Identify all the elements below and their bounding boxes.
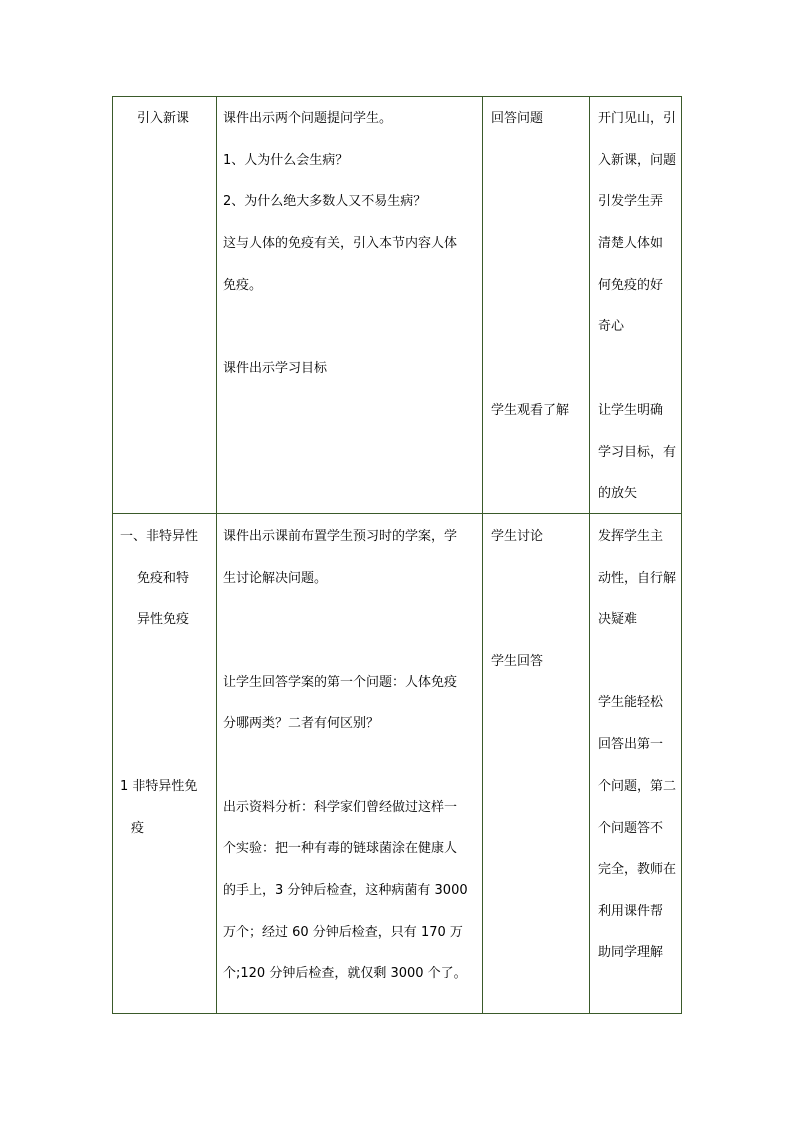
design-intent-line: 奇心 xyxy=(598,319,625,334)
teacher-activity-line: 课件出示学习目标 xyxy=(223,361,328,376)
teacher-activity-line: 2、为什么绝大多数人又不易生病？ xyxy=(223,194,427,209)
design-intent-line: 入新课，问题 xyxy=(598,153,677,168)
design-intent-line: 助同学理解 xyxy=(598,945,664,960)
stage-label: 1 非特异性免 xyxy=(120,779,198,794)
teacher-activity-line: 生讨论解决问题。 xyxy=(223,571,328,586)
design-intent-line: 的放矢 xyxy=(598,486,638,501)
column-divider xyxy=(589,97,590,1013)
design-intent-line: 学习目标，有 xyxy=(598,445,677,460)
teacher-activity-line: 课件出示两个问题提问学生。 xyxy=(223,111,393,126)
stage-label: 一、非特异性 xyxy=(120,529,199,544)
column-divider xyxy=(482,97,483,1013)
design-intent-line: 开门见山，引 xyxy=(598,111,677,126)
design-intent-line: 发挥学生主 xyxy=(598,529,664,544)
teacher-activity-line: 分哪两类？二者有何区别？ xyxy=(223,716,380,731)
design-intent-line: 个问题，第二 xyxy=(598,779,677,794)
student-activity-line: 学生回答 xyxy=(491,654,544,669)
teacher-activity-line: 这与人体的免疫有关，引入本节内容人体 xyxy=(223,236,458,251)
teacher-activity-line: 万个；经过 60 分钟后检查，只有 170 万 xyxy=(223,925,463,940)
teacher-activity-line: 1、人为什么会生病？ xyxy=(223,153,349,168)
design-intent-line: 完全，教师在 xyxy=(598,862,677,877)
design-intent-line: 引发学生弄 xyxy=(598,194,664,209)
student-activity-line: 学生讨论 xyxy=(491,529,544,544)
teacher-activity-line: 课件出示课前布置学生预习时的学案，学 xyxy=(223,529,458,544)
design-intent-line: 动性，自行解 xyxy=(598,571,677,586)
teacher-activity-line: 出示资料分析：科学家们曾经做过这样一 xyxy=(223,800,458,815)
design-intent-line: 决疑难 xyxy=(598,612,638,627)
teacher-activity-line: 个实验：把一种有毒的链球菌涂在健康人 xyxy=(223,841,458,856)
design-intent-line: 让学生明确 xyxy=(598,403,664,418)
row-divider xyxy=(113,513,681,514)
lesson-plan-table xyxy=(112,96,682,1014)
stage-label: 引入新课 xyxy=(137,111,190,126)
stage-label: 疫 xyxy=(131,821,145,836)
design-intent-line: 回答出第一 xyxy=(598,737,664,752)
design-intent-line: 学生能轻松 xyxy=(598,695,664,710)
student-activity-line: 学生观看了解 xyxy=(491,403,570,418)
teacher-activity-line: 让学生回答学案的第一个问题：人体免疫 xyxy=(223,675,458,690)
design-intent-line: 清楚人体如 xyxy=(598,236,664,251)
column-divider xyxy=(216,97,217,1013)
stage-label: 异性免疫 xyxy=(137,612,190,627)
design-intent-line: 个问题答不 xyxy=(598,821,664,836)
design-intent-line: 何免疫的好 xyxy=(598,278,664,293)
teacher-activity-line: 个;120 分钟后检查，就仅剩 3000 个了。 xyxy=(223,966,467,981)
teacher-activity-line: 的手上，3 分钟后检查，这种病菌有 3000 xyxy=(223,883,468,898)
student-activity-line: 回答问题 xyxy=(491,111,544,126)
design-intent-line: 利用课件帮 xyxy=(598,904,664,919)
stage-label: 免疫和特 xyxy=(137,571,190,586)
teacher-activity-line: 免疫。 xyxy=(223,278,263,293)
